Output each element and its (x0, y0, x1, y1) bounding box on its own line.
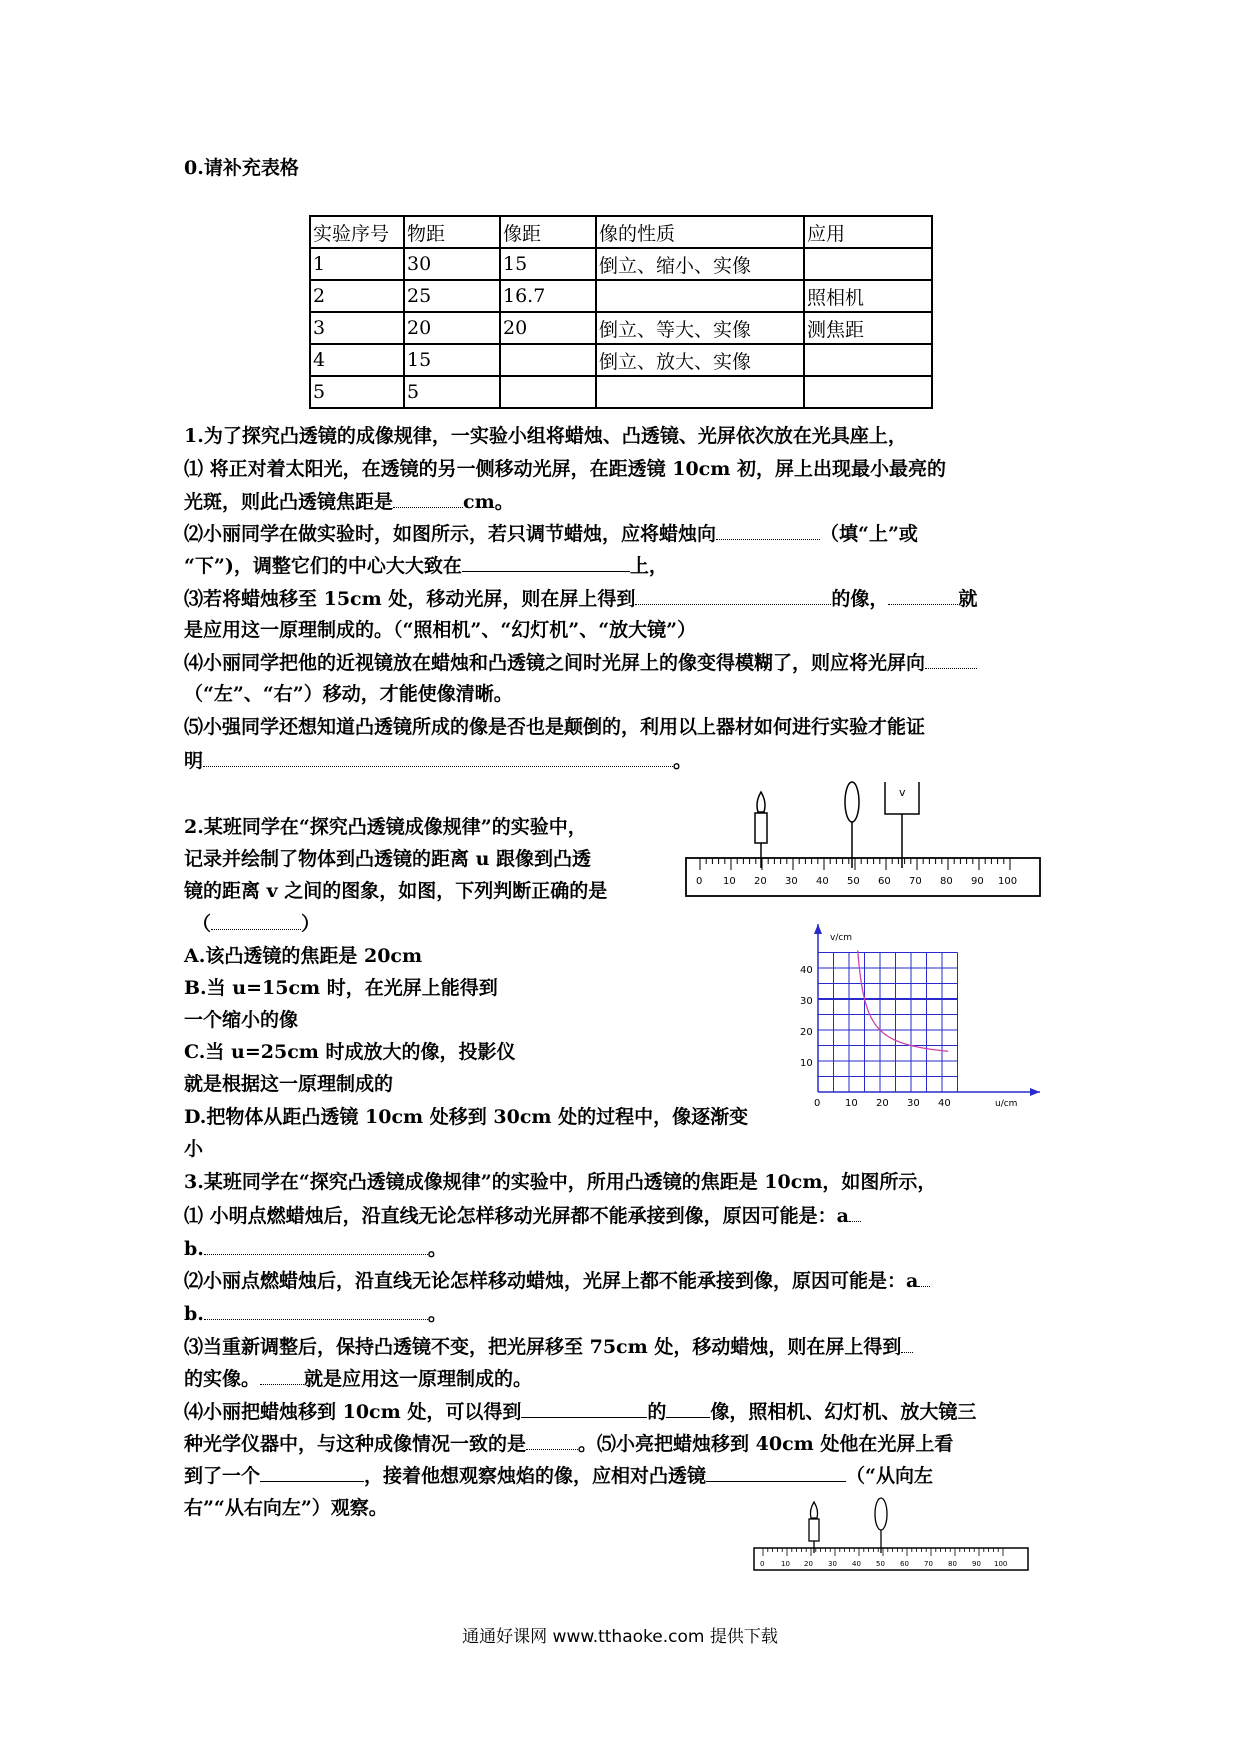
cell: 2 (310, 280, 404, 312)
q1-part4-line1 (184, 650, 977, 675)
q2-line1: 2.某班同学在“探究凸透镜成像规律”的实验中， (184, 816, 587, 838)
uv-graph (790, 920, 1040, 1110)
answer-blank[interactable] (526, 1431, 578, 1450)
q1-part2-line2 (184, 553, 668, 578)
answer-blank[interactable] (211, 911, 301, 930)
cell (804, 248, 932, 280)
answer-blank[interactable] (888, 586, 958, 605)
y-axis-arrow-icon (814, 924, 822, 934)
text: 的实像。 (184, 1368, 261, 1390)
y-tick-labels (800, 965, 813, 1069)
x-tick-label: 30 (907, 1098, 920, 1109)
q2-option-b-line2: 一个缩小的像 (184, 1009, 299, 1031)
tick-label: 50 (876, 1560, 885, 1568)
q1-part3-line2: 是应用这一原理制成的。（“照相机”、“幻灯机”、“放大镜”） (184, 619, 697, 641)
text: 。 (427, 1303, 447, 1325)
y-tick-label: 40 (800, 965, 813, 976)
col-header: 像的性质 (596, 216, 804, 248)
cell: 16.7 (500, 280, 596, 312)
q3-part1-line2 (184, 1236, 447, 1261)
text: 就是应用这一原理制成的。 (304, 1368, 533, 1390)
uv-curve (858, 950, 949, 1051)
tick-label: 10 (781, 1560, 790, 1568)
text: 上， (629, 555, 668, 577)
lens-icon (845, 782, 859, 822)
answer-blank[interactable] (716, 521, 820, 540)
text: 的像， (831, 588, 889, 610)
text: 。⑸小亮把蜡烛移到 40cm 处他在光屏上看 (578, 1433, 954, 1455)
x-axis-label: u/cm (995, 1099, 1018, 1109)
tick-label: 30 (828, 1560, 837, 1568)
answer-blank[interactable] (666, 1399, 710, 1418)
table-row (310, 376, 932, 408)
ruler (686, 858, 1040, 896)
table-row (310, 344, 932, 376)
text: （填“上”或 (820, 523, 918, 545)
tick-label: 60 (878, 876, 891, 887)
q2-option-b-line1: B.当 u=15cm 时，在光屏上能得到 (184, 977, 498, 999)
cell: 照相机 (804, 280, 932, 312)
q2-option-d-line2: 小 (184, 1138, 204, 1160)
cell (500, 376, 596, 408)
text: ，接着他想观察烛焰的像，应相对凸透镜 (364, 1465, 707, 1487)
text: b. (184, 1238, 204, 1260)
text: “下”)，调整它们的中心大大致在 (184, 555, 462, 577)
text: 种光学仪器中，与这种成像情况一致的是 (184, 1433, 527, 1455)
q1-part3-line1 (184, 586, 977, 611)
text: b. (184, 1303, 204, 1325)
answer-blank[interactable] (521, 1399, 647, 1418)
candle-icon (755, 813, 767, 843)
tick-label: 70 (924, 1560, 933, 1568)
q3-part3-line1 (184, 1334, 913, 1359)
lens-icon (875, 1498, 887, 1530)
tick-label: 80 (948, 1560, 957, 1568)
text: 像，照相机、幻灯机、放大镜三 (710, 1401, 977, 1423)
tick-label: 0 (696, 876, 703, 887)
candle-flame-icon (757, 792, 765, 812)
tick-label: 50 (847, 876, 860, 887)
answer-blank[interactable] (203, 748, 673, 767)
answer-blank[interactable] (635, 586, 831, 605)
col-header: 物距 (404, 216, 500, 248)
text: cm。 (463, 491, 514, 513)
q3-part5-line2: 右”“从右向左”）观察。 (184, 1497, 388, 1519)
col-header: 像距 (500, 216, 596, 248)
cell: 25 (404, 280, 500, 312)
answer-blank[interactable] (901, 1334, 913, 1353)
experiment-table (309, 215, 933, 409)
col-header: 应用 (804, 216, 932, 248)
cell (804, 344, 932, 376)
cell: 3 (310, 312, 404, 344)
text: ⑶当重新调整后，保持凸透镜不变，把光屏移至 75cm 处，移动蜡烛，则在屏上得到 (184, 1336, 902, 1358)
q2-option-a: A.该凸透镜的焦距是 20cm (184, 945, 423, 967)
cell: 倒立、放大、实像 (596, 344, 804, 376)
y-tick-label: 10 (800, 1058, 813, 1069)
y-tick-label: 30 (800, 996, 813, 1007)
cell: 倒立、缩小、实像 (596, 248, 804, 280)
answer-blank[interactable] (918, 1268, 930, 1287)
q3-part2-line2 (184, 1301, 447, 1326)
q3-part2-line1 (184, 1268, 930, 1293)
text: ⑵小丽点燃蜡烛后，沿直线无论怎样移动蜡烛，光屏上都不能承接到像，原因可能是：a (184, 1270, 919, 1292)
cell: 15 (500, 248, 596, 280)
cell: 20 (500, 312, 596, 344)
q2-option-c-line1: C.当 u=25cm 时成放大的像，投影仪 (184, 1041, 516, 1063)
q2-line2: 记录并绘制了物体到凸透镜的距离 u 跟像到凸透 (184, 848, 592, 870)
q3-part4-line2 (184, 1431, 953, 1456)
q2-option-c-line2: 就是根据这一原理制成的 (184, 1073, 394, 1095)
q2-line3: 镜的距离 v 之间的图象，如图，下列判断正确的是 (184, 880, 608, 902)
cell: 20 (404, 312, 500, 344)
answer-blank[interactable] (706, 1463, 846, 1482)
answer-blank[interactable] (260, 1366, 304, 1385)
x-tick-label: 20 (876, 1098, 889, 1109)
q3-intro: 3.某班同学在“探究凸透镜成像规律”的实验中，所用凸透镜的焦距是 10cm，如图所示， (184, 1171, 937, 1193)
q0-heading: 0.请补充表格 (184, 157, 299, 179)
answer-blank[interactable] (204, 1301, 428, 1320)
ruler (754, 1548, 1028, 1570)
page-footer: 通通好课网 www.tthaoke.com 提供下载 (462, 1627, 778, 1647)
tick-label: 30 (785, 876, 798, 887)
screen-label: v (899, 786, 906, 799)
tick-label: 70 (909, 876, 922, 887)
tick-label: 10 (723, 876, 736, 887)
ruler-labels (760, 1560, 1007, 1568)
tick-label: 40 (852, 1560, 861, 1568)
tick-label: 60 (900, 1560, 909, 1568)
cell (596, 280, 804, 312)
text: 明 (184, 750, 204, 772)
text: 就 (958, 588, 978, 610)
cell: 1 (310, 248, 404, 280)
cell: 测焦距 (804, 312, 932, 344)
text: 到了一个 (184, 1465, 261, 1487)
answer-blank[interactable] (849, 1203, 861, 1222)
q1-intro: 1.为了探究凸透镜的成像规律，一实验小组将蜡烛、凸透镜、光屏依次放在光具座上， (184, 425, 907, 447)
x-tick-label: 10 (845, 1098, 858, 1109)
x-tick-labels (814, 1098, 951, 1109)
graph-grid (818, 953, 958, 1093)
x-tick-label: 40 (938, 1098, 951, 1109)
q2-line4 (192, 911, 320, 936)
text: 的 (647, 1401, 667, 1423)
ruler-tick-marks (763, 1548, 1003, 1556)
ruler-tick-marks (700, 858, 1010, 870)
tick-label: 90 (972, 1560, 981, 1568)
cell: 5 (404, 376, 500, 408)
tick-label: 100 (998, 876, 1018, 887)
x-tick-label: 0 (814, 1098, 821, 1109)
y-tick-label: 20 (800, 1027, 813, 1038)
answer-blank[interactable] (204, 1236, 428, 1255)
tick-label: 20 (754, 876, 767, 887)
q1-part1-line2 (184, 489, 514, 514)
q2-option-d-line1: D.把物体从距凸透镜 10cm 处移到 30cm 处的过程中，像逐渐变 (184, 1106, 749, 1128)
ruler-labels (696, 876, 1017, 887)
table-row (310, 312, 932, 344)
q1-part5-line1: ⑸小强同学还想知道凸透镜所成的像是否也是颠倒的，利用以上器材如何进行实验才能证 (184, 716, 926, 738)
cell (804, 376, 932, 408)
tick-label: 80 (940, 876, 953, 887)
text: ⑴ 小明点燃蜡烛后，沿直线无论怎样移动光屏都不能承接到像，原因可能是：a (184, 1205, 849, 1227)
q3-part1-line1 (184, 1203, 861, 1228)
text: 光斑，则此凸透镜焦距是 (184, 491, 394, 513)
optical-bench-figure-bottom (752, 1496, 1032, 1572)
text: ⑷小丽把蜡烛移到 10cm 处，可以得到 (184, 1401, 522, 1423)
tick-label: 100 (994, 1560, 1008, 1568)
tick-label: 0 (760, 1560, 765, 1568)
answer-blank[interactable] (925, 650, 977, 669)
q3-part5-line1 (184, 1463, 933, 1488)
q1-part1-line1: ⑴ 将正对着太阳光，在透镜的另一侧移动光屏，在距透镜 10cm 初，屏上出现最小最亮的 (184, 458, 946, 480)
tick-label: 90 (971, 876, 984, 887)
text: ⑵小丽同学在做实验时，如图所示，若只调节蜡烛，应将蜡烛向 (184, 523, 717, 545)
q1-part5-line2 (184, 748, 692, 773)
q3-part4-line1 (184, 1399, 976, 1424)
cell (596, 376, 804, 408)
answer-blank[interactable] (393, 489, 463, 508)
cell: 15 (404, 344, 500, 376)
q1-part4-line2: （“左”、“右”）移动，才能使像清晰。 (184, 683, 513, 705)
cell: 5 (310, 376, 404, 408)
tick-label: 40 (816, 876, 829, 887)
candle-flame-icon (810, 1502, 817, 1518)
text: 。 (427, 1238, 447, 1260)
answer-blank[interactable] (260, 1463, 364, 1482)
table-row (310, 280, 932, 312)
cell: 30 (404, 248, 500, 280)
candle-icon (809, 1519, 819, 1541)
cell: 倒立、等大、实像 (596, 312, 804, 344)
text: ⑶若将蜡烛移至 15cm 处，移动光屏，则在屏上得到 (184, 588, 636, 610)
text: （ (192, 913, 212, 935)
answer-blank[interactable] (462, 553, 630, 572)
table-row (310, 248, 932, 280)
text: ） (301, 913, 321, 935)
q3-part3-line2 (184, 1366, 532, 1391)
q1-part2-line1 (184, 521, 918, 546)
col-header: 实验序号 (310, 216, 404, 248)
text: （“从向左 (846, 1465, 933, 1487)
text: 。 (673, 750, 693, 772)
text: ⑷小丽同学把他的近视镜放在蜡烛和凸透镜之间时光屏上的像变得模糊了，则应将光屏向 (184, 652, 926, 674)
cell (500, 344, 596, 376)
optical-bench-figure (682, 780, 1044, 900)
y-axis-label: v/cm (830, 933, 853, 943)
x-axis-arrow-icon (1030, 1088, 1040, 1096)
table-header-row (310, 216, 932, 248)
cell: 4 (310, 344, 404, 376)
tick-label: 20 (804, 1560, 813, 1568)
